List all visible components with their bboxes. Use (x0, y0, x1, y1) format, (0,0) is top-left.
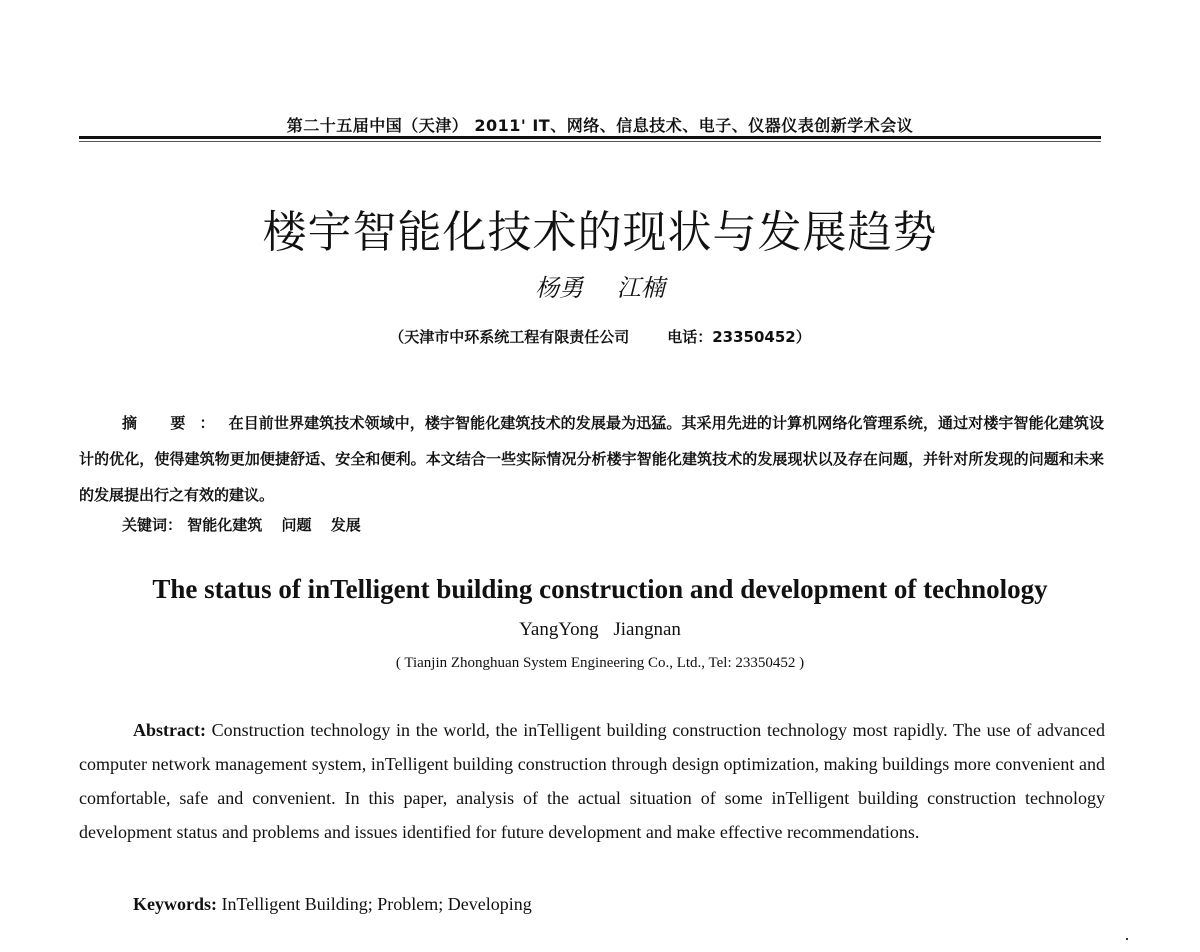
keywords-cn (122, 514, 375, 535)
affiliation-en: ( Tianjin Zhonghuan System Engineering Co., Ltd., Tel: 23350452 ) (395, 655, 805, 671)
keywords-en-text: InTelligent Building; Problem; Developing (221, 894, 532, 914)
keyword-cn-1: 智能化建筑 (187, 516, 263, 534)
keywords-cn-label: 关键词： (122, 516, 183, 534)
abstract-cn-text: 在目前世界建筑技术领域中，楼宇智能化建筑技术的发展最为迅猛。其采用先进的计算机网络化管理系统，通过对楼宇智能化建筑设计的优化，使得建筑物更加便捷舒适、安全和便利。本文结合一些实际情况分析楼宇智能化建筑技术的发展现状以及存在问题，并针对所发现的问题和未来的发展提出行之有效的建议。 (79, 414, 1104, 504)
header-rule (79, 136, 1101, 139)
affiliation-cn-phone: 电话：23350452） (667, 328, 811, 346)
keywords-en (133, 894, 532, 915)
authors-cn: 杨勇 江楠 (535, 274, 665, 302)
authors-en: YangYong Jiangnan (519, 619, 681, 640)
keyword-cn-2: 问题 (281, 516, 312, 534)
abstract-en-text: Construction technology in the world, the inTelligent building construction technology most rapidly. The use of advanced computer network management system, inTelligent building construction through design optimization, making buildings more convenient and comfortable, safe and convenient. In this paper, analysis of the actual situation of some inTelligent building construction technology development status and problems and issues identified for future development and make effective recommendations. (79, 720, 1105, 842)
title-cn: 楼宇智能化技术的现状与发展趋势 (262, 207, 938, 258)
abstract-cn-label: 摘 要： (122, 414, 229, 432)
affiliation-cn-org: （天津市中环系统工程有限责任公司 (389, 328, 630, 346)
abstract-en (79, 713, 1105, 849)
affiliation-cn (0, 326, 1200, 347)
scan-speck (1126, 938, 1128, 940)
keyword-cn-3: 发展 (330, 516, 361, 534)
keywords-en-label: Keywords: (133, 894, 217, 914)
header-rule-thin (79, 141, 1101, 142)
conference-header: 第二十五届中国（天津） 2011' IT、网络、信息技术、电子、仪器仪表创新学术会议 (286, 116, 914, 135)
title-en: The status of inTelligent building construction and development of technology (152, 574, 1048, 604)
abstract-en-label: Abstract: (133, 720, 206, 740)
abstract-cn (79, 405, 1104, 513)
